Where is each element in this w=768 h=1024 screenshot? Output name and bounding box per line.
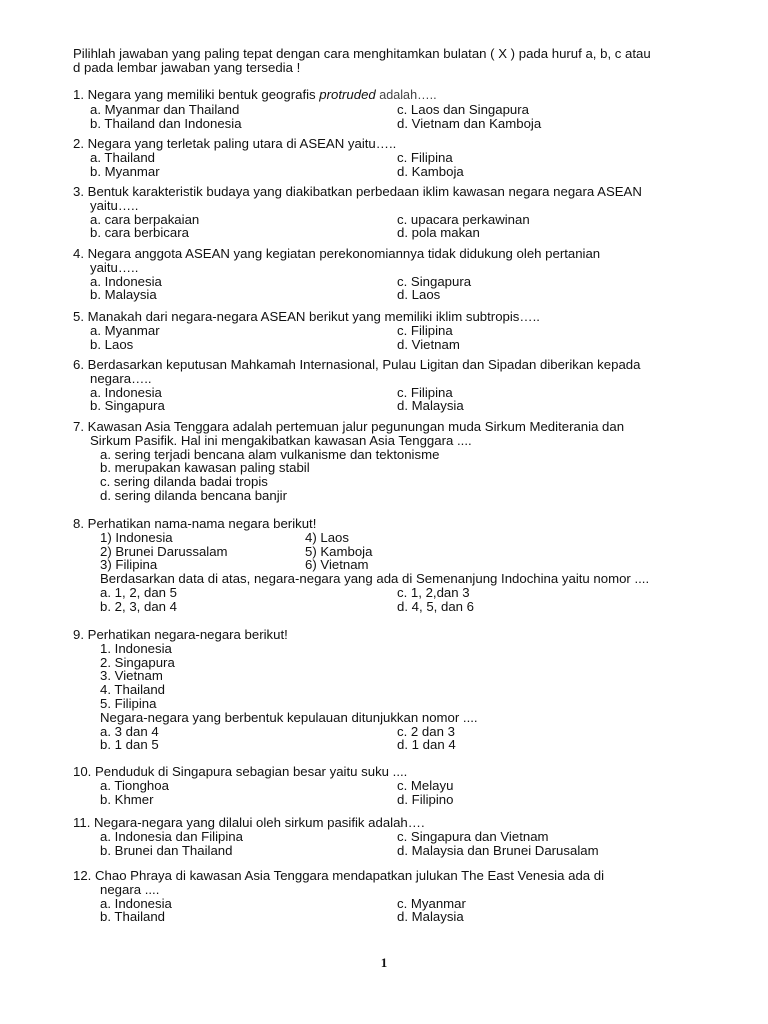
question-3	[73, 185, 733, 240]
instructions-line-1: Pilihlah jawaban yang paling tepat dengan cara menghitamkan bulatan ( X ) pada huruf a, b, c atau	[73, 46, 651, 61]
option-d[interactable]: d. Malaysia dan Brunei Darusalam	[397, 842, 599, 858]
question-5-stem: 5. Manakah dari negara-negara ASEAN berikut yang memiliki iklim subtropis…..	[73, 309, 540, 324]
question-12-options	[73, 897, 733, 925]
question-7-stem-cont: Sirkum Pasifik. Hal ini mengakibatkan kawasan Asia Tenggara ....	[90, 432, 472, 448]
option-c[interactable]: c. Melayu	[397, 777, 454, 793]
question-8-country-list	[73, 531, 733, 572]
question-10-options	[73, 779, 733, 807]
question-1-options	[73, 103, 733, 131]
option-a[interactable]: a. 1, 2, dan 5	[100, 584, 177, 600]
question-10-stem: 10. Penduduk di Singapura sebagian besar yaitu suku ....	[73, 764, 408, 779]
list-item: 1) Indonesia	[100, 529, 173, 545]
question-6-options	[73, 386, 733, 414]
question-3-stem: 3. Bentuk karakteristik budaya yang diakibatkan perbedaan iklim kawasan negara negara ASEAN	[73, 184, 642, 199]
question-8-prompt: Berdasarkan data di atas, negara-negara yang ada di Semenanjung Indochina yaitu nomor ....	[100, 571, 650, 587]
question-1-stem-text: 1. Negara yang memiliki bentuk geografis	[73, 87, 320, 102]
question-12	[73, 869, 733, 924]
option-c[interactable]: c. Filipina	[397, 384, 453, 400]
option-a[interactable]: a. Myanmar dan Thailand	[90, 101, 240, 117]
question-2-options	[73, 151, 733, 179]
option-c[interactable]: c. sering dilanda badai tropis	[100, 474, 268, 490]
option-c[interactable]: c. Singapura	[397, 273, 472, 289]
option-c[interactable]: c. 1, 2,dan 3	[397, 584, 470, 600]
question-4-stem: 4. Negara anggota ASEAN yang kegiatan perekonomiannya tidak didukung oleh pertanian	[73, 246, 601, 261]
option-b[interactable]: b. Thailand dan Indonesia	[90, 115, 242, 131]
option-a[interactable]: a. Tionghoa	[100, 777, 169, 793]
list-item: 6) Vietnam	[305, 557, 369, 573]
option-b[interactable]: b. 2, 3, dan 4	[100, 598, 177, 614]
option-c[interactable]: c. Singapura dan Vietnam	[397, 828, 549, 844]
option-d[interactable]: d. pola makan	[397, 225, 480, 241]
option-d[interactable]: d. Malaysia	[397, 909, 464, 925]
list-item: 1. Indonesia	[100, 640, 172, 656]
question-1-stem-end: adalah…..	[375, 88, 437, 102]
list-item: 4. Thailand	[100, 682, 166, 698]
question-7	[73, 420, 733, 503]
option-a[interactable]: a. cara berpakaian	[90, 211, 200, 227]
option-a[interactable]: a. Indonesia	[100, 895, 172, 911]
option-c[interactable]: c. Laos dan Singapura	[397, 101, 529, 117]
question-9-stem: 9. Perhatikan negara-negara berikut!	[73, 627, 288, 642]
option-d[interactable]: d. 1 dan 4	[397, 737, 456, 753]
question-12-stem: 12. Chao Phraya di kawasan Asia Tenggara mendapatkan julukan The East Venesia ada di	[73, 868, 605, 883]
question-12-stem-cont: negara ....	[100, 881, 160, 897]
question-9-options	[73, 725, 733, 753]
question-5	[73, 310, 733, 351]
option-a[interactable]: a. sering terjadi bencana alam vulkanisme dan tektonisme	[100, 446, 440, 462]
option-d[interactable]: d. Vietnam dan Kamboja	[397, 115, 542, 131]
list-item: 4) Laos	[305, 529, 349, 545]
option-c[interactable]: c. Filipina	[397, 149, 453, 165]
question-8-options	[73, 586, 733, 614]
option-b[interactable]: b. Myanmar	[90, 163, 160, 179]
question-10	[73, 765, 733, 806]
option-b[interactable]: b. 1 dan 5	[100, 737, 159, 753]
question-6-stem-cont: negara…..	[90, 370, 152, 386]
question-11-options	[73, 830, 733, 858]
option-a[interactable]: a. Myanmar	[90, 322, 160, 338]
option-a[interactable]: a. Indonesia	[90, 384, 162, 400]
option-d[interactable]: d. Vietnam	[397, 336, 460, 352]
list-item: 2. Singapura	[100, 654, 175, 670]
question-7-stem: 7. Kawasan Asia Tenggara adalah pertemuan jalur pegunungan muda Sirkum Mediterania dan	[73, 419, 625, 434]
option-d[interactable]: d. Malaysia	[397, 398, 464, 414]
question-6-stem: 6. Berdasarkan keputusan Mahkamah Internasional, Pulau Ligitan dan Sipadan diberikan kepada	[73, 357, 641, 372]
option-d[interactable]: d. Kamboja	[397, 163, 464, 179]
question-2	[73, 137, 733, 178]
option-c[interactable]: c. upacara perkawinan	[397, 211, 530, 227]
option-d[interactable]: d. 4, 5, dan 6	[397, 598, 474, 614]
option-b[interactable]: b. Singapura	[90, 398, 165, 414]
question-8	[73, 517, 733, 614]
question-2-stem: 2. Negara yang terletak paling utara di ASEAN yaitu…..	[73, 136, 397, 151]
list-item: 5) Kamboja	[305, 543, 373, 559]
option-a[interactable]: a. Thailand	[90, 149, 156, 165]
question-5-options	[73, 324, 733, 352]
option-b[interactable]: b. Khmer	[100, 791, 154, 807]
option-d[interactable]: d. Filipino	[397, 791, 454, 807]
question-1-stem	[73, 88, 733, 103]
list-item: 3) Filipina	[100, 557, 158, 573]
option-b[interactable]: b. Malaysia	[90, 287, 157, 303]
option-d[interactable]: d. Laos	[397, 287, 441, 303]
question-3-stem-cont: yaitu…..	[90, 197, 139, 213]
question-4-stem-cont: yaitu…..	[90, 259, 139, 275]
question-8-stem: 8. Perhatikan nama-nama negara berikut!	[73, 516, 317, 531]
question-4	[73, 247, 733, 302]
option-a[interactable]: a. Indonesia	[90, 273, 162, 289]
question-9-prompt: Negara-negara yang berbentuk kepulauan ditunjukkan nomor ....	[100, 709, 478, 725]
option-c[interactable]: c. 2 dan 3	[397, 723, 455, 739]
option-a[interactable]: a. Indonesia dan Filipina	[100, 828, 243, 844]
question-6	[73, 358, 733, 413]
question-3-options	[73, 213, 733, 241]
question-11-stem: 11. Negara-negara yang dilalui oleh sirkum pasifik adalah….	[73, 815, 425, 830]
option-b[interactable]: b. Brunei dan Thailand	[100, 842, 233, 858]
option-b[interactable]: b. Thailand	[100, 909, 166, 925]
option-c[interactable]: c. Myanmar	[397, 895, 466, 911]
option-d[interactable]: d. sering dilanda bencana banjir	[100, 487, 287, 503]
question-1-stem-italic: protruded	[319, 87, 376, 102]
list-item: 2) Brunei Darussalam	[100, 543, 228, 559]
question-9	[73, 628, 733, 752]
option-b[interactable]: b. cara berbicara	[90, 225, 189, 241]
list-item: 3. Vietnam	[100, 668, 163, 684]
instructions	[73, 47, 713, 75]
option-c[interactable]: c. Filipina	[397, 322, 453, 338]
option-b[interactable]: b. Laos	[90, 336, 134, 352]
question-1	[73, 88, 733, 130]
option-b[interactable]: b. merupakan kawasan paling stabil	[100, 460, 310, 476]
instructions-line-2: d pada lembar jawaban yang tersedia !	[73, 59, 301, 75]
question-11	[73, 816, 733, 857]
page-number: 1	[380, 955, 388, 970]
option-a[interactable]: a. 3 dan 4	[100, 723, 159, 739]
list-item: 5. Filipina	[100, 695, 157, 711]
question-4-options	[73, 275, 733, 303]
